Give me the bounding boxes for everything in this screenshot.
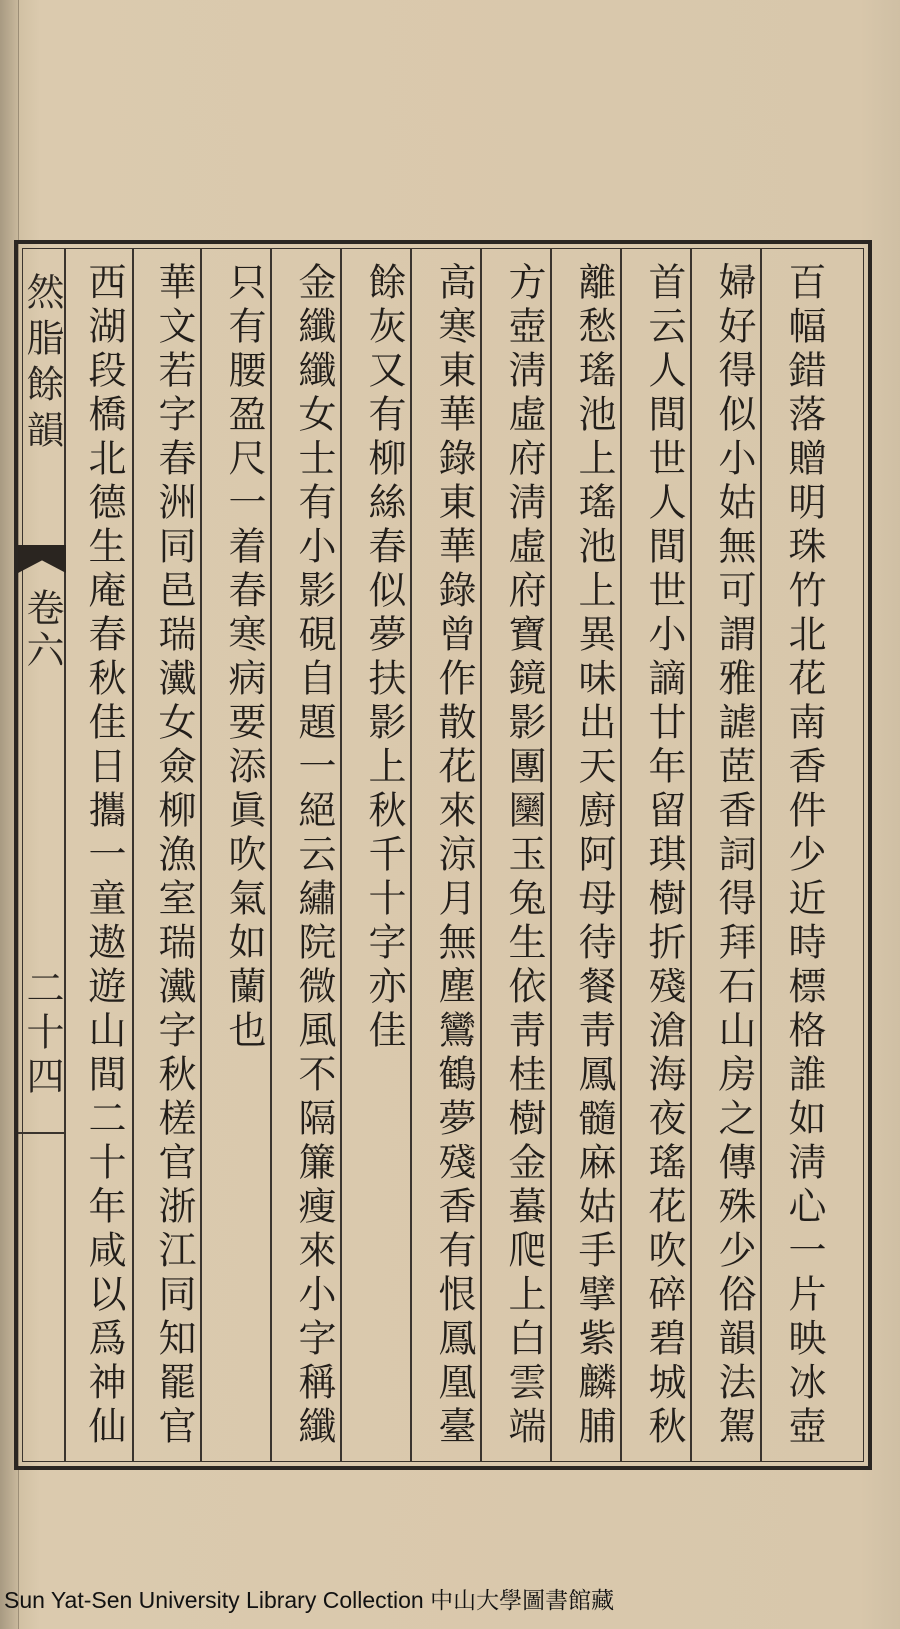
column-rule bbox=[132, 248, 134, 1462]
column-rule bbox=[64, 248, 66, 1462]
library-credit: Sun Yat-Sen University Library Collection 中山大學圖書館藏 bbox=[4, 1587, 615, 1613]
text-column-5: 方壺淸虛府淸虛府寶鏡影團圞玉兔生依靑桂樹金蟇爬上白雲端 bbox=[502, 262, 546, 1450]
text-column-11: 西湖段橋北德生庵春秋佳日攜一童遨遊山間二十年咸以爲神仙 bbox=[82, 262, 126, 1450]
text-column-7: 餘灰又有柳絲春似夢扶影上秋千十字亦佳 bbox=[362, 262, 406, 1054]
text-column-9: 只有腰盈尺一着春寒病要添眞吹氣如蘭也 bbox=[222, 262, 266, 1054]
edge-divider bbox=[18, 1132, 64, 1134]
volume-number: 卷六 bbox=[20, 588, 64, 672]
text-column-2: 婦好得似小姑無可謂雅謔茝香詞得拜石山房之傳殊少俗韻法駕 bbox=[712, 262, 756, 1450]
text-column-3: 首云人間世人間世小謫廿年留琪樹折殘滄海夜瑤花吹碎碧城秋 bbox=[642, 262, 686, 1450]
text-column-8: 金纖纖女士有小影硯自題一絕云繡院微風不隔簾瘦來小字稱纖 bbox=[292, 262, 336, 1450]
book-title: 然脂餘韻 bbox=[20, 272, 64, 456]
text-column-10: 華文若字春洲同邑瑞瀻女僉柳漁室瑞瀻字秋槎官浙江同知罷官 bbox=[152, 262, 196, 1450]
text-column-6: 高寒東華錄東華錄曾作散花來涼月無塵鸞鶴夢殘香有恨鳳凰臺 bbox=[432, 262, 476, 1450]
page-number: 二十四 bbox=[20, 968, 64, 1100]
text-column-4: 離愁瑤池上瑤池上異味出天廚阿母待餐靑鳳髓麻姑手擘紫麟脯 bbox=[572, 262, 616, 1450]
text-column-1: 百幅錯落贈明珠竹北花南香件少近時標格誰如淸心一片映冰壺 bbox=[782, 262, 826, 1450]
